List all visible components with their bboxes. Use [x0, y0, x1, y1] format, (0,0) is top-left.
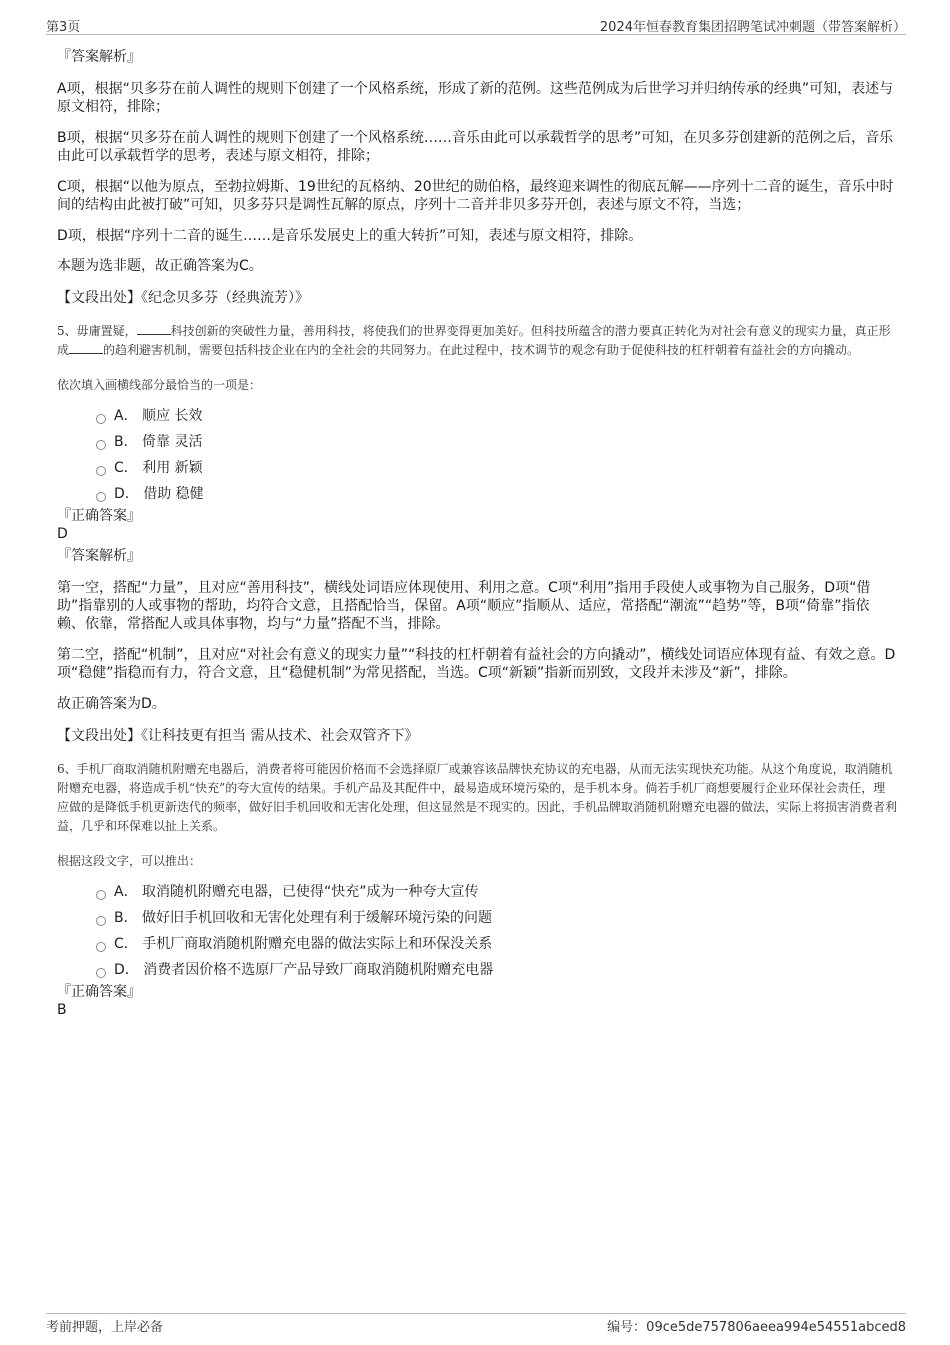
answer-value: B [57, 1002, 67, 1018]
question-6-prompt: 根据这段文字，可以推出： [57, 854, 202, 868]
radio-icon[interactable] [96, 942, 106, 952]
analysis-heading: 『答案解析』 [57, 49, 141, 65]
main-content [57, 46, 897, 1019]
answer-heading: 『正确答案』 [57, 508, 141, 524]
option-d[interactable]: D． 借助 稳健 [96, 485, 897, 511]
radio-icon[interactable] [96, 414, 106, 424]
page-header [46, 14, 906, 35]
analysis-paragraph-2: 第二空，搭配“机制”，且对应“对社会有意义的现实力量”“科技的杠杆朝着有益社会的方向撬动”，横线处词语应体现有益、有效之意。D项“稳健”指稳而有力，符合文意，且“稳健机制”为常见搭配，当选。C项“新颖”指新而别致，文段并未涉及“新”，排除。 [57, 647, 896, 681]
question-5-text: 5、毋庸置疑， 科技创新的突破性力量，善用科技，将使我们的世界变得更加美好。但科技所蕴含的潜力要真正转化为对社会有意义的现实力量，真正形成 的趋利避害机制，需要包括科技企业在内的全社会的共同努力。在此过程中，技术调节的观念有助于促使科技的杠杆朝着有益社会的方向撬动。 [57, 324, 891, 357]
radio-icon[interactable] [96, 890, 106, 900]
blank-line [137, 322, 171, 335]
option-c[interactable]: C． 手机厂商取消随机附赠充电器的做法实际上和环保没关系 [96, 935, 897, 961]
document-title: 2024年恒春教育集团招聘笔试冲刺题（带答案解析） [599, 20, 906, 35]
analysis-heading: 『答案解析』 [57, 548, 141, 564]
analysis-paragraph-a: A项，根据“贝多芬在前人调性的规则下创建了一个风格系统，形成了新的范例。这些范例成为后世学习并归纳传承的经典”可知，表述与原文相符，排除； [57, 81, 894, 115]
option-a[interactable]: A． 取消随机附赠充电器，已使得“快充”成为一种夸大宣传 [96, 883, 897, 909]
option-d[interactable]: D． 消费者因价格不选原厂产品导致厂商取消随机附赠充电器 [96, 961, 897, 987]
option-b[interactable]: B． 倚靠 灵活 [96, 433, 897, 459]
question-6-options [96, 883, 897, 987]
analysis-paragraph-b: B项，根据“贝多芬在前人调性的规则下创建了一个风格系统……音乐由此可以承载哲学的思考”可知，在贝多芬创建新的范例之后，音乐由此可以承载哲学的思考，表述与原文相符，排除； [57, 130, 894, 164]
option-b[interactable]: B． 做好旧手机回收和无害化处理有利于缓解环境污染的问题 [96, 909, 897, 935]
source: 【文段出处】《让科技更有担当 需从技术、社会双管齐下》 [57, 728, 419, 744]
footer-slogan: 考前押题，上岸必备 [46, 1320, 164, 1335]
analysis-paragraph-1: 第一空，搭配“力量”，且对应“善用科技”，横线处词语应体现使用、利用之意。C项“利用”指用手段使人或事物为自己服务，D项“借助”指靠别的人或事物的帮助，均符合文意，且搭配恰当，保留。A项“顺应”指顺从、适应，常搭配“潮流”“趋势”等，B项“倚靠”指依赖、依靠，常搭配人或具体事物，均与“力量”搭配不当，排除。 [57, 580, 871, 632]
option-c[interactable]: C． 利用 新颖 [96, 459, 897, 485]
option-a[interactable]: A． 顺应 长效 [96, 407, 897, 433]
conclusion: 故正确答案为D。 [57, 696, 166, 712]
page-footer [46, 1313, 906, 1334]
analysis-paragraph-d: D项，根据“序列十二音的诞生……是音乐发展史上的重大转折”可知，表述与原文相符，排除。 [57, 228, 643, 244]
question-6-text: 6、手机厂商取消随机附赠充电器后，消费者将可能因价格而不会选择原厂或兼容该品牌快充协议的充电器，从而无法实现快充功能。从这个角度说，取消随机附赠充电器，将造成手机“快充”的夸大宣传的结果。手机产品及其配件中，最易造成环境污染的，是手机本身。倘若手机厂商想要履行企业环保社会责任，理应做的是降低手机更新迭代的频率，做好旧手机回收和无害化处理，但这显然是不现实的。因此，手机品牌取消随机附赠充电器的做法，实际上将损害消费者利益，几乎和环保难以扯上关系。 [57, 762, 898, 833]
radio-icon[interactable] [96, 466, 106, 476]
radio-icon[interactable] [96, 492, 106, 502]
page-number: 第3页 [46, 20, 81, 35]
conclusion: 本题为选非题，故正确答案为C。 [57, 258, 263, 274]
answer-heading: 『正确答案』 [57, 984, 141, 1000]
radio-icon[interactable] [96, 440, 106, 450]
question-5-prompt: 依次填入画横线部分最恰当的一项是： [57, 378, 262, 392]
source: 【文段出处】《纪念贝多芬（经典流芳）》 [57, 290, 309, 306]
question-5-options [96, 407, 897, 511]
analysis-paragraph-c: C项，根据“以他为原点，至勃拉姆斯、19世纪的瓦格纳、20世纪的勋伯格，最终迎来调性的彻底瓦解——序列十二音的诞生，音乐中时间的结构由此被打破”可知，贝多芬只是调性瓦解的原点，序列十二音并非贝多芬开创，表述与原文不符，当选； [57, 179, 894, 213]
radio-icon[interactable] [96, 968, 106, 978]
blank-line [69, 341, 103, 354]
answer-value: D [57, 526, 68, 542]
document-id: 编号：09ce5de757806aeea994e54551abced8 [607, 1320, 906, 1335]
radio-icon[interactable] [96, 916, 106, 926]
